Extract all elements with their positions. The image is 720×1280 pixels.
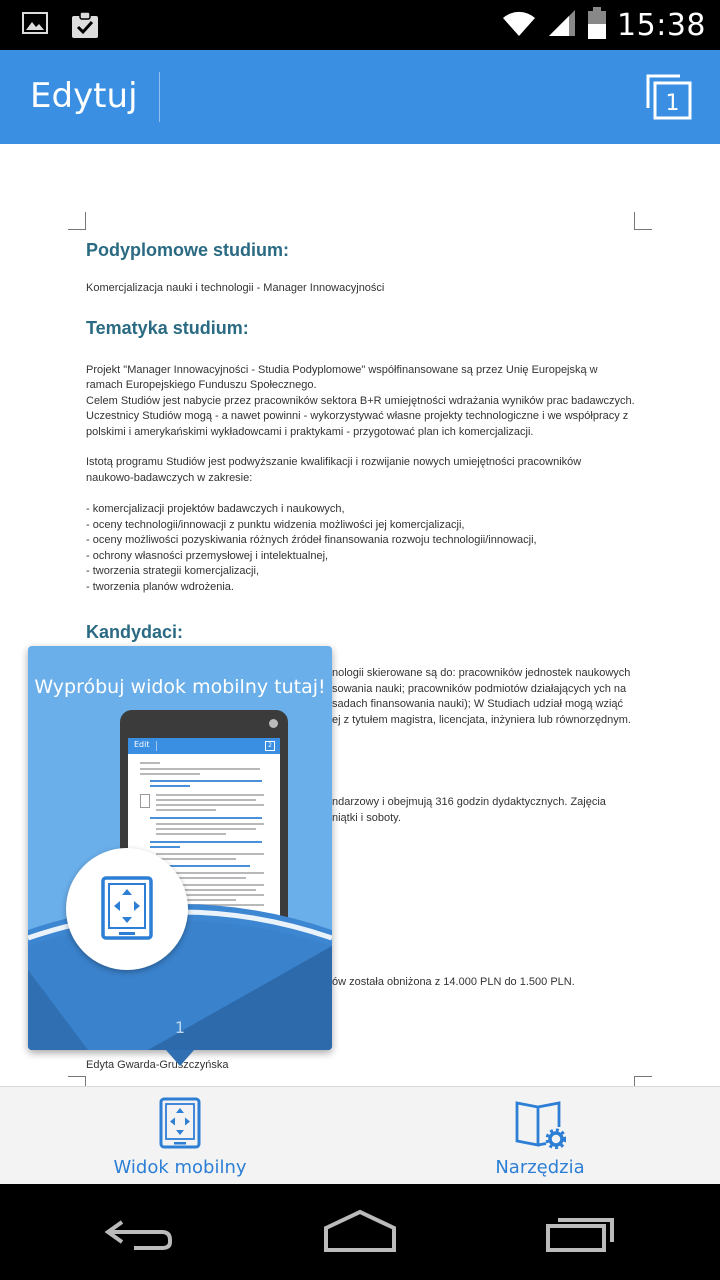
popup-title: Wypróbuj widok mobilny tutaj! <box>34 676 326 698</box>
doc-line: ramach Europejskiego Funduszu Społecznego. <box>86 379 317 391</box>
doc-line: Projekt "Manager Innowacyjności - Studia Podyplomowe" współfinansowane są przez Unię Europejską w <box>86 363 598 376</box>
mobile-view-icon <box>66 848 188 970</box>
image-icon <box>22 10 48 44</box>
clock-time: 15:38 <box>617 7 706 43</box>
doc-line: sadach finansowania nauki); W Studiach udział mogą wziąć <box>332 698 624 710</box>
list-item: - komercjalizacji projektów badawczych i naukowych, <box>86 503 345 515</box>
doc-line: sowania nauki; pracowników podmiotów działających ych na <box>332 682 627 695</box>
list-item: - tworzenia planów wdrożenia. <box>86 580 234 593</box>
mini-page-count: 2 <box>265 741 275 751</box>
page-corner-mark <box>634 212 652 230</box>
doc-line: Uczestnicy Studiów mogą - a nawet powinni - wykorzystywać własne projekty technologiczne i we współpracy z <box>86 410 629 422</box>
tools-label: Narzędzia <box>495 1157 585 1178</box>
page-count: 1 <box>665 91 680 116</box>
tools-button[interactable] <box>440 1097 640 1178</box>
wifi-icon <box>501 8 537 42</box>
doc-line: polskimi i amerykańskimi wykładowcami i praktykami - przygotować plan ich komercjalizacji. <box>86 425 534 438</box>
page-corner-mark <box>68 1076 86 1086</box>
doc-list <box>86 502 646 595</box>
doc-signature: Edyta Gwarda-Gruszczyńska <box>86 1059 229 1071</box>
doc-line: Istotą programu Studiów jest podwyższanie kwalifikacji i rozwijanie nowych umiejętności pracowników <box>86 456 582 468</box>
system-nav-bar <box>0 1184 720 1280</box>
title-divider <box>159 72 160 122</box>
battery-icon <box>587 6 607 44</box>
popup-pointer <box>166 1050 194 1066</box>
doc-paragraph <box>86 455 646 486</box>
status-bar <box>0 0 720 50</box>
doc-heading: Tematyka studium: <box>86 317 249 338</box>
doc-paragraph: Komercjalizacja nauki i technologii - Manager Innowacyjności <box>86 282 385 294</box>
mobile-view-tip-popup[interactable] <box>28 646 332 1050</box>
back-icon[interactable] <box>104 1214 174 1258</box>
signal-icon <box>547 8 577 42</box>
tools-book-gear-icon <box>514 1097 566 1149</box>
page-corner-mark <box>634 1076 652 1086</box>
list-item: - tworzenia strategii komercjalizacji, <box>86 565 259 577</box>
bottom-toolbar <box>0 1086 720 1184</box>
list-item: - ochrony własności przemysłowej i intelektualnej, <box>86 549 329 562</box>
doc-heading: Podyplomowe studium: <box>86 240 290 260</box>
doc-line: niątki i soboty. <box>332 811 401 824</box>
mobile-view-button[interactable] <box>80 1097 280 1178</box>
app-bar <box>0 50 720 144</box>
recent-apps-icon[interactable] <box>544 1212 616 1258</box>
doc-paragraph <box>332 666 631 728</box>
doc-line: ów została obniżona z 14.000 PLN do 1.500 PLN. <box>332 976 575 988</box>
doc-line: ndarzowy i obejmują 316 godzin dydaktycznych. Zajęcia <box>332 796 606 808</box>
mobile-view-circle[interactable] <box>66 848 188 970</box>
popup-page-number: 1 <box>174 1018 186 1037</box>
doc-heading: Kandydaci: <box>86 622 184 642</box>
doc-line: ej z tytułem magistra, licencjata, inżyniera lub równorzędnym. <box>332 713 631 726</box>
doc-line: nologii skierowane są do: pracowników jednostek naukowych <box>332 667 631 679</box>
doc-paragraph <box>332 795 606 826</box>
list-item: - oceny możliwości pozyskiwania różnych źródeł finansowania rozwoju technologii/innowacji, <box>86 534 537 546</box>
doc-line: Celem Studiów jest nabycie przez pracowników sektora B+R umiejętności wdrażania wyników prac badawczych. <box>86 394 635 407</box>
mobile-view-icon <box>159 1097 201 1149</box>
page-corner-mark <box>68 212 86 230</box>
list-item: - oceny technologii/innowacji z punktu widzenia możliwości jej komercjalizacji, <box>86 518 465 531</box>
doc-line: naukowo-badawczych w zakresie: <box>86 471 253 484</box>
document-page <box>86 240 646 643</box>
doc-paragraph <box>86 363 646 441</box>
home-icon[interactable] <box>322 1208 398 1258</box>
mini-edit-label: Edit <box>134 740 150 749</box>
pages-icon <box>644 72 694 122</box>
pages-button[interactable] <box>644 72 694 122</box>
page-title[interactable]: Edytuj <box>30 76 138 116</box>
mobile-view-label: Widok mobilny <box>113 1157 247 1178</box>
clipboard-check-icon <box>70 10 100 44</box>
